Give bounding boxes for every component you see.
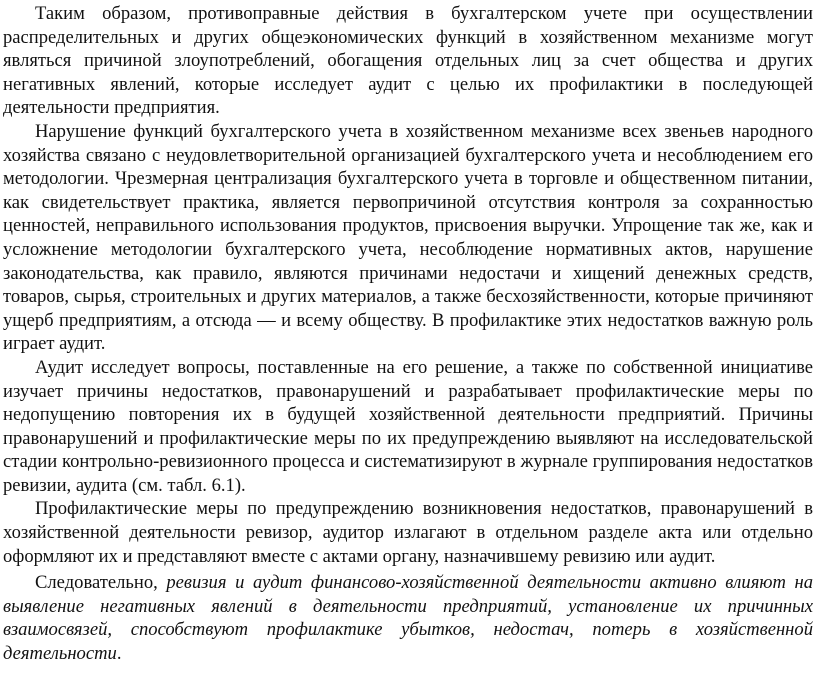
- paragraph-1: Таким образом, противоправные действия в бухгалтерском учете при осуществлении распределительных и других общеэкономических функций в хозяйственном механизме могут являться причиной злоупотреблений, обогащения отдельных лиц за счет общества и других негативных явлений, которые исследует аудит с целью их профилактики в последующей деятельности предприятия.: [3, 3, 813, 119]
- paragraph-5-italic: ревизия и аудит финансово-хозяйственной деятельности активно влияют на выявление негативных явлений в деятельности предприятий, установление их причинных взаимосвязей, способствуют профилактике убытков, недостач, потерь в хозяйственной деятельности: [3, 572, 813, 665]
- paragraph-2: Нарушение функций бухгалтерского учета в хозяйственном механизме всех звеньев народного хозяйства связано с неудовлетворительной организацией бухгалтерского учета и несоблюдением его методологии. Чрезмерная централизация бухгалтерского учета в торговле и общественном питании, как свидетельствует практика, является первопричиной отсутствия контроля за сохранностью ценностей, неправильного использования продуктов, присвоения выручки. Упрощение так же, как и усложнение методологии бухгалтерского учета, несоблюдение нормативных актов, нарушение законодательства, как правило, являются причинами недостачи и хищений денежных средств, товаров, сырья, строительных и других материалов, а также бесхозяйственности, которые причиняют ущерб предприятиям, а отсюда — и всему обществу. В профилактике этих недостатков важную роль играет аудит.: [3, 120, 813, 355]
- paragraph-5-tail: .: [116, 643, 122, 665]
- paragraph-3: Аудит исследует вопросы, поставленные на его решение, а также по собственной инициативе изучает причины недостатков, правонарушений и разрабатывает профилактические меры по недопущению повторения их в будущей хозяйственной деятельности предприятий. Причины правонарушений и профилактические меры по их предупреждению выявляют на исследовательской стадии контрольно-ревизионного процесса и систематизируют в журнале группирования недостатков ревизии, аудита (см. табл. 6.1).: [3, 356, 813, 496]
- paragraph-4: Профилактические меры по предупреждению возникновения недостатков, правонарушений в хозяйственной деятельности ревизор, аудитор излагают в отдельном разделе акта или отдельно оформляют их и представляют вместе с актами органу, назначившему ревизию или аудит.: [3, 498, 813, 567]
- paragraph-5: [3, 571, 813, 665]
- paragraph-5-lead: Следовательно,: [35, 572, 167, 594]
